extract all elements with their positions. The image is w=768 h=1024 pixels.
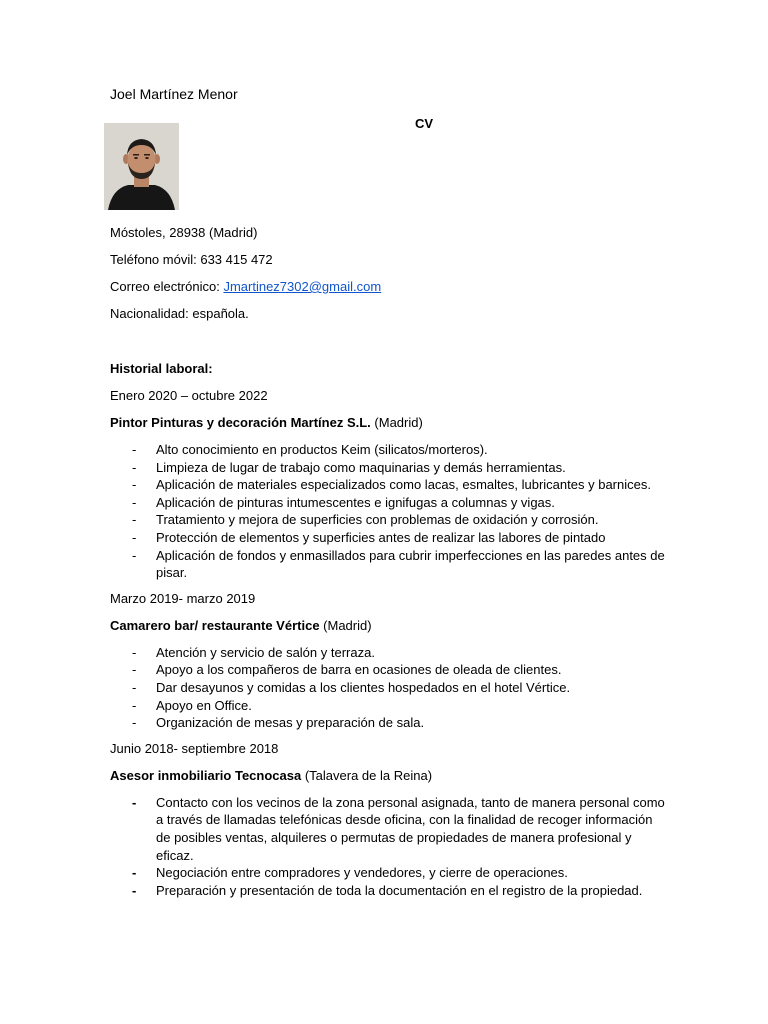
job-dates: Junio 2018- septiembre 2018 <box>110 740 279 756</box>
task-text: Preparación y presentación de toda la documentación en el registro de la propiedad. <box>156 882 643 898</box>
list-item <box>110 864 670 882</box>
task-text: Atención y servicio de salón y terraza. <box>156 644 375 660</box>
nationality-line: Nacionalidad: española. <box>110 306 249 321</box>
list-item <box>110 714 670 732</box>
task-text: Apoyo a los compañeros de barra en ocasiones de oleada de clientes. <box>156 662 562 678</box>
list-item <box>110 547 670 582</box>
email-line <box>110 278 670 305</box>
bullet-dash: - <box>132 794 137 810</box>
bullet-dash: - <box>132 882 137 898</box>
job-tasks-list <box>110 441 670 582</box>
job-tasks-list <box>110 794 670 900</box>
task-text: Organización de mesas y preparación de sala. <box>156 715 425 731</box>
bullet-dash: - <box>132 529 137 545</box>
bullet-dash: - <box>132 662 137 678</box>
job-header <box>110 414 670 441</box>
job-location: (Talavera de la Reina) <box>304 767 433 783</box>
task-text: Aplicación de pinturas intumescentes e ignifugas a columnas y vigas. <box>156 494 555 510</box>
task-text: Apoyo en Office. <box>156 697 252 713</box>
candidate-name: Joel Martínez Menor <box>110 86 238 102</box>
portrait-image <box>104 123 179 210</box>
document-title: CV <box>414 116 434 131</box>
task-text: Limpieza de lugar de trabajo como maquinarias y demás herramientas. <box>156 459 566 475</box>
bullet-dash: - <box>132 865 137 881</box>
job-header <box>110 767 670 794</box>
spacer <box>110 332 670 360</box>
list-item <box>110 644 670 662</box>
job-position: Asesor inmobiliario Tecnocasa <box>110 767 302 783</box>
list-item <box>110 476 670 494</box>
list-item <box>110 441 670 459</box>
email-link[interactable]: Jmartinez7302@gmail.com <box>223 279 382 294</box>
task-text: Aplicación de materiales especializados como lacas, esmaltes, lubricantes y barnices. <box>156 477 651 493</box>
profile-photo <box>104 123 179 210</box>
phone-number: 633 415 472 <box>200 252 273 267</box>
bullet-dash: - <box>132 715 137 731</box>
bullet-dash: - <box>132 442 137 457</box>
bullet-dash: - <box>132 459 137 475</box>
work-history-heading: Historial laboral: <box>110 361 213 376</box>
email-label: Correo electrónico: <box>110 279 220 294</box>
bullet-dash: - <box>132 697 137 713</box>
task-text: Alto conocimiento en productos Keim (silicatos/morteros). <box>156 442 488 457</box>
job-header <box>110 617 670 644</box>
job-location: (Madrid) <box>323 617 372 633</box>
list-item <box>110 882 670 900</box>
list-item <box>110 529 670 547</box>
cv-content <box>110 224 670 907</box>
phone-label: Teléfono móvil: <box>110 252 197 267</box>
task-text: Contacto con los vecinos de la zona personal asignada, tanto de manera personal como a través de llamadas telefónicas desde oficina, con la finalidad de recoger información de posibles ventas, alquileres o permutas de propiedades de manera profesional y eficaz. <box>156 794 665 863</box>
phone-line <box>110 251 670 278</box>
task-text: Protección de elementos y superficies antes de realizar las labores de pintado <box>156 529 606 545</box>
list-item <box>110 794 670 864</box>
address-line: Móstoles, 28938 (Madrid) <box>110 225 258 240</box>
bullet-dash: - <box>132 494 137 510</box>
bullet-dash: - <box>132 644 137 660</box>
bullet-dash: - <box>132 679 137 695</box>
job-tasks-list <box>110 644 670 732</box>
bullet-dash: - <box>132 512 137 528</box>
job-dates: Enero 2020 – octubre 2022 <box>110 388 268 403</box>
job-dates: Marzo 2019- marzo 2019 <box>110 590 256 606</box>
list-item <box>110 661 670 679</box>
job-location: (Madrid) <box>374 415 423 430</box>
task-text: Tratamiento y mejora de superficies con problemas de oxidación y corrosión. <box>156 512 599 528</box>
list-item <box>110 494 670 512</box>
list-item <box>110 679 670 697</box>
list-item <box>110 511 670 529</box>
task-text: Negociación entre compradores y vendedores, y cierre de operaciones. <box>156 865 568 881</box>
list-item <box>110 697 670 715</box>
job-position: Camarero bar/ restaurante Vértice <box>110 617 320 633</box>
bullet-dash: - <box>132 477 137 493</box>
job-position: Pintor Pinturas y decoración Martínez S.L. <box>110 415 371 430</box>
task-text: Dar desayunos y comidas a los clientes hospedados en el hotel Vértice. <box>156 679 571 695</box>
list-item <box>110 459 670 477</box>
bullet-dash: - <box>132 547 137 563</box>
task-text: Aplicación de fondos y enmasillados para cubrir imperfecciones en las paredes antes de pisar. <box>156 547 665 581</box>
